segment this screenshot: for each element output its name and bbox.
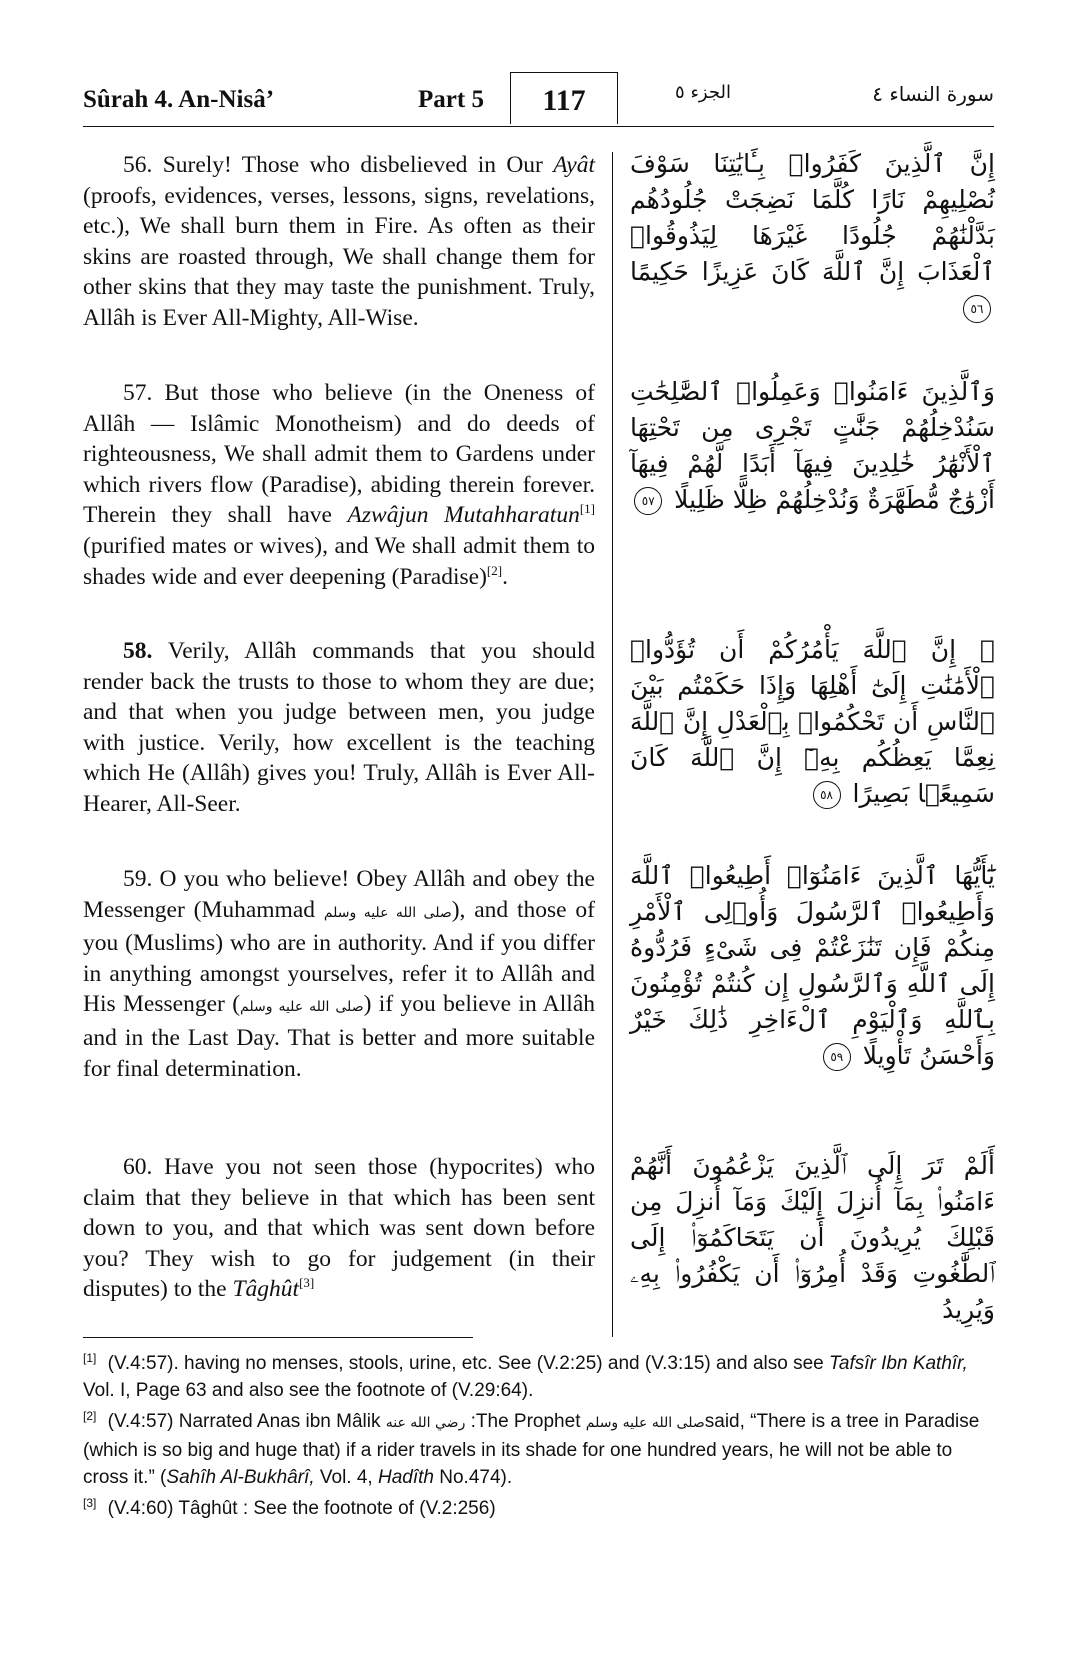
verse-58-arabic — [630, 632, 995, 812]
verse-57-translation — [83, 378, 595, 592]
verse-text: Surely! Those who disbelieved in Our — [152, 152, 554, 178]
footnote-text: Vol. 4, — [314, 1467, 378, 1488]
verse-italic-term: Tâghût — [232, 1276, 300, 1303]
ayah-end-marker: ٥٧ — [634, 487, 662, 515]
verse-italic-term: Azwâjun Mutahharatun — [347, 502, 580, 529]
verse-60-arabic — [630, 1148, 995, 1328]
verse-text: But those who believe (in the Oneness of Allâh — Islâmic Monotheism) and do deeds of righteousness, We shall admit them to Gardens under which rivers flow (Paradise), abiding therein forever. Therein they shall have — [83, 380, 595, 529]
salutation-arabic: صلى الله عليه وسلم — [323, 904, 452, 921]
verse-60-translation — [83, 1152, 595, 1305]
footnote-text: (V.4:60) Tâghût : See the footnote of (V.2:256) — [102, 1498, 496, 1519]
verse-text: ), and those of you (Muslims) who are in authority. And if you differ in anything amongst yourselves, refer it to Allâh and His Messenger ( — [83, 896, 596, 1018]
verse-text: O you who believe! Obey Allâh and obey the Messenger (Muhammad — [83, 866, 595, 923]
verse-text: Have you not seen those (hypocrites) who claim that they believe in that which has been sent down to you, and that which was sent down before you? They wish to go for judgement (in their disputes) to the — [83, 1154, 595, 1303]
salutation-arabic: صلى الله عليه وسلم — [240, 999, 364, 1016]
verse-italic-term: Ayât — [553, 152, 595, 178]
footnote-text: Vol. I, Page 63 and also see the footnote of (V.29:64). — [83, 1380, 534, 1401]
verse-text: (proofs, evidences, verses, lessons, signs, revelations, etc.), We shall burn them in Fire. As often as their skins are roasted through, We shall change them for other skins that they may taste the punishment. Truly, Allâh is Ever All-Mighty, All-Wise. — [83, 182, 595, 331]
verse-text: . — [502, 563, 508, 590]
arabic-verse-text: إِنَّ ٱلَّذِينَ كَفَرُوا۟ بِـَٔايَٰتِنَا سَوْفَ نُصْلِيهِمْ نَارًا كُلَّمَا نَضِجَتْ جُلُودُهُم بَدَّلْنَٰهُمْ جُلُودًا غَيْرَهَا لِيَذُوقُوا۟ ٱلْعَذَابَ إِنَّ ٱللَّهَ كَانَ عَزِيزًا حَكِيمًا — [630, 149, 995, 286]
verse-59-translation — [83, 864, 595, 1084]
surah-title-english: Sûrah 4. An-Nisâ’ — [83, 86, 275, 113]
verse-text: Verily, Allâh commands that you should render back the trusts to those to whom they are due; and that when you judge between men, you judge with justice. Verily, how excellent is the teaching which He (Allâh) gives you! Truly, Allâh is Ever All-Hearer, All-Seer. — [83, 638, 595, 817]
verse-56-translation — [83, 150, 595, 334]
juz-label-arabic: الجزء ٥ — [675, 82, 731, 103]
footnotes — [83, 1350, 993, 1526]
salutation-arabic: صلى الله عليه وسلم — [585, 1415, 705, 1431]
footnote-reference: [3] — [299, 1275, 315, 1291]
verse-56-arabic — [630, 146, 995, 326]
page-number: 117 — [510, 72, 618, 124]
footnote-italic: Tafsîr Ibn Kathîr, — [829, 1353, 968, 1374]
verse-number: 59. — [123, 866, 153, 892]
verse-number: 57. — [123, 380, 153, 406]
footnote-reference: [1] — [579, 501, 595, 517]
footnote-marker: [3] — [83, 1495, 97, 1510]
footnote-rule — [83, 1337, 473, 1338]
page-header — [83, 72, 994, 124]
column-divider — [612, 152, 613, 1337]
verse-number: 58. — [123, 638, 153, 664]
ayah-end-marker: ٥٨ — [813, 781, 841, 809]
footnote-italic: Sahîh Al-Bukhârî, — [166, 1467, 315, 1488]
surah-title-arabic: سورة النساء ٤ — [872, 82, 994, 106]
arabic-verse-text: وَٱلَّذِينَ ءَامَنُوا۟ وَعَمِلُوا۟ ٱلصَّٰلِحَٰتِ سَنُدْخِلُهُمْ جَنَّٰتٍ تَجْرِى مِن تَحْتِهَا ٱلْأَنْهَٰرُ خَٰلِدِينَ فِيهَآ أَبَدًا لَّهُمْ فِيهَآ أَزْوَٰجٌ مُّطَهَّرَةٌ وَنُدْخِلُهُمْ ظِلًّا ظَلِيلًا — [630, 377, 995, 514]
verse-number: 56. — [123, 152, 153, 178]
footnote-marker: [1] — [83, 1350, 97, 1365]
footnote-1 — [83, 1350, 993, 1404]
arabic-verse-text: يَٰٓأَيُّهَا ٱلَّذِينَ ءَامَنُوٓا۟ أَطِيعُوا۟ ٱللَّهَ وَأَطِيعُوا۟ ٱلرَّسُولَ وَأُو۟لِى ٱلْأَمْرِ مِنكُمْ فَإِن تَنَٰزَعْتُمْ فِى شَىْءٍ فَرُدُّوهُ إِلَى ٱللَّهِ وَٱلرَّسُولِ إِن كُنتُمْ تُؤْمِنُونَ بِٱللَّهِ وَٱلْيَوْمِ ٱلْءَاخِرِ ذَٰلِكَ خَيْرٌ وَأَحْسَنُ تَأْوِيلًا — [630, 861, 995, 1070]
verse-58-translation — [83, 636, 595, 820]
part-label: Part 5 — [418, 86, 484, 113]
verse-57-arabic — [630, 374, 995, 518]
footnote-marker: [2] — [83, 1408, 97, 1423]
verse-number: 60. — [123, 1154, 153, 1180]
arabic-verse-text: ۞ إِنَّ ٱللَّهَ يَأْمُرُكُمْ أَن تُؤَدُّوا۟ ٱلْأَمَٰنَٰتِ إِلَىٰٓ أَهْلِهَا وَإِذَا حَكَمْتُم بَيْنَ ٱلنَّاسِ أَن تَحْكُمُوا۟ بِٱلْعَدْلِ إِنَّ ٱللَّهَ نِعِمَّا يَعِظُكُم بِهِۦٓ إِنَّ ٱللَّهَ كَانَ سَمِيعًۢا بَصِيرًا — [630, 635, 995, 808]
footnote-text: said, “There is a tree in Paradise (which is so big and huge that) if a rider travels in its shade for one hundred years, he will not be able to cross it.” ( — [83, 1411, 980, 1488]
footnote-3 — [83, 1495, 993, 1522]
arabic-verse-text: أَلَمْ تَرَ إِلَى ٱلَّذِينَ يَزْعُمُونَ أَنَّهُمْ ءَامَنُوا۟ بِمَآ أُنزِلَ إِلَيْكَ وَمَآ أُنزِلَ مِن قَبْلِكَ يُرِيدُونَ أَن يَتَحَاكَمُوٓا۟ إِلَى ٱلطَّٰغُوتِ وَقَدْ أُمِرُوٓا۟ أَن يَكْفُرُوا۟ بِهِۦ وَيُرِيدُ — [630, 1151, 995, 1324]
footnote-reference: [2] — [486, 562, 503, 578]
verse-59-arabic — [630, 858, 995, 1074]
honorific-arabic: رضي الله عنه — [385, 1415, 466, 1431]
footnote-italic: Hadîth — [377, 1467, 434, 1488]
verse-text: ) if you believe in Allâh and in the Last Day. That is better and more suitable for final determination. — [83, 991, 595, 1082]
footnote-text: :The Prophet — [465, 1411, 586, 1432]
ayah-end-marker: ٥٩ — [823, 1043, 851, 1071]
ayah-end-marker: ٥٦ — [963, 295, 991, 323]
verse-text: (purified mates or wives), and We shall admit them to shades wide and ever deepening (Paradise) — [83, 532, 595, 590]
footnote-2 — [83, 1408, 993, 1491]
header-rule — [83, 126, 994, 127]
footnote-text: (V.4:57) Narrated Anas ibn Mâlik — [102, 1411, 386, 1432]
footnote-text: No.474). — [433, 1467, 513, 1488]
footnote-text: (V.4:57). having no menses, stools, urine, etc. See (V.2:25) and (V.3:15) and also see — [102, 1353, 830, 1374]
